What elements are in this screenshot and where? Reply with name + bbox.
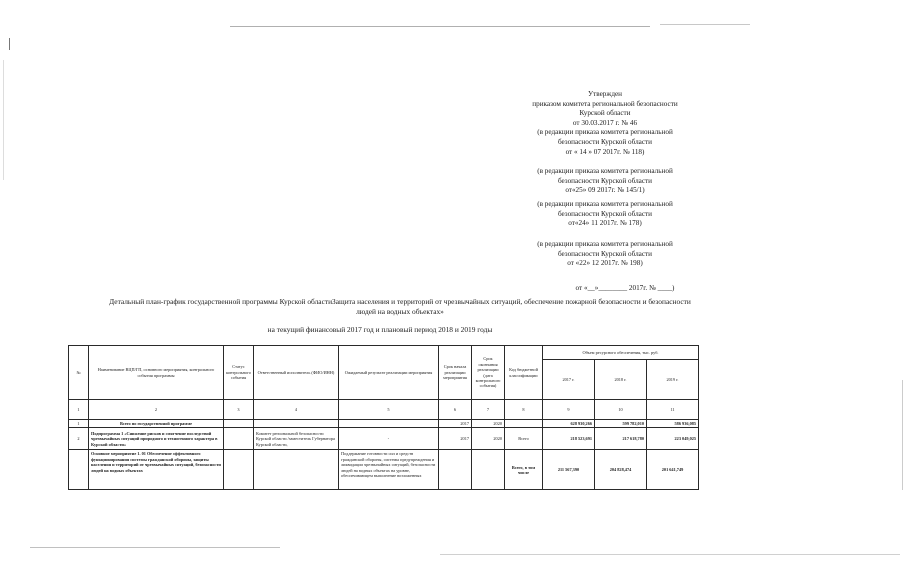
header-budget-code: Код бюджетной классификации	[505, 346, 543, 400]
row-value-2018: 599 782,010	[595, 420, 647, 428]
header-start: Срок начала реализации мероприятия	[439, 346, 472, 400]
row-value-2019: 201 641,749	[647, 450, 699, 490]
column-number: 6	[439, 400, 472, 420]
amendment-block	[470, 200, 740, 229]
amendment-line: (в редакции приказа комитета региональной	[537, 240, 673, 248]
row-status	[224, 450, 254, 490]
column-number: 2	[89, 400, 224, 420]
table-row	[69, 428, 699, 450]
scan-artifact-top-right	[660, 24, 750, 25]
approval-line: приказом комитета региональной безопасности	[532, 99, 678, 108]
column-number: 9	[543, 400, 595, 420]
column-number: 8	[505, 400, 543, 420]
column-number: 1	[69, 400, 89, 420]
table-row	[69, 420, 699, 428]
column-number: 5	[339, 400, 439, 420]
row-value-2017: 218 523,691	[543, 428, 595, 450]
document-subtitle: на текущий финансовый 2017 год и плановый период 2018 и 2019 годы	[267, 325, 493, 334]
amendment-line: безопасности Курской области	[557, 249, 653, 258]
row-value-2017: 628 930,266	[543, 420, 595, 428]
amendment-line: от«24» 11 2017г. № 178)	[568, 219, 642, 228]
column-number: 10	[595, 400, 647, 420]
header-executor: Ответственный исполнитель (ФИО/ИНН)	[254, 346, 339, 400]
row-value-2017: 211 567,390	[543, 450, 595, 490]
row-value-2019: 586 936,085	[647, 420, 699, 428]
header-name: Наименование ВЦП/ГП, основного мероприятия, контрольного события программы	[89, 346, 224, 400]
row-status	[224, 420, 254, 428]
table-row	[69, 450, 699, 490]
row-value-2018: 204 828,474	[595, 450, 647, 490]
approval-line: (в редакции приказа комитета региональной	[537, 128, 673, 137]
row-result	[339, 420, 439, 428]
row-start: 2017	[439, 428, 472, 450]
approval-line: от 30.03.2017 г. № 46	[572, 118, 638, 127]
scan-artifact-right-edge	[902, 380, 903, 490]
amendment-line: безопасности Курской области	[557, 176, 653, 185]
scan-artifact-bottom	[30, 547, 280, 548]
column-number: 3	[224, 400, 254, 420]
approval-line: Курской области	[579, 109, 631, 118]
row-name: Основное мероприятие 1. 01 Обеспечение эффективного функционирования системы гражданской обороны, защиты населения и территорий от чрезвычайных ситуаций, безопасности людей на водных объектах	[89, 450, 224, 490]
amendment-line: (в редакции приказа комитета региональной	[537, 200, 673, 208]
row-name: Подпрограмма 1 «Снижение рисков и смягчение последствий чрезвычайных ситуаций природного и техногенного характера в Курской области»	[89, 428, 224, 450]
title-line: людей на водных объектах»	[356, 307, 444, 316]
row-num	[69, 450, 89, 490]
row-result: -	[339, 428, 439, 450]
approval-line: безопасности Курской области	[557, 137, 653, 146]
column-number: 11	[647, 400, 699, 420]
header-status: Статус контрольного события	[224, 346, 254, 400]
row-value-2018: 217 618,780	[595, 428, 647, 450]
approval-line: от « 14 » 07 2017г. № 118)	[565, 147, 645, 156]
row-code: Всего, в том числе	[505, 450, 543, 490]
column-number: 7	[472, 400, 505, 420]
column-number-row	[69, 400, 699, 420]
table-header-row	[69, 346, 699, 360]
row-end: 2020	[472, 420, 505, 428]
scan-artifact-top	[230, 26, 650, 27]
header-year-2017: 2017 г.	[543, 360, 595, 400]
row-value-2019: 223 049,025	[647, 428, 699, 450]
row-code: Всего	[505, 428, 543, 450]
amendment-line: от«25» 09 2017г. № 145/1)	[565, 186, 645, 195]
scan-artifact-left-edge	[3, 60, 4, 180]
scan-artifact-left-mark	[9, 38, 10, 50]
row-executor	[254, 450, 339, 490]
approval-block	[470, 90, 740, 157]
amendment-block	[470, 240, 740, 269]
amendment-line: безопасности Курской области	[557, 209, 653, 218]
document-title	[55, 297, 745, 317]
amendment-line: (в редакции приказа комитета региональной	[537, 167, 673, 175]
header-result: Ожидаемый результат реализации мероприятия	[339, 346, 439, 400]
header-funding: Объем ресурсного обеспечения, тыс. руб.	[543, 346, 699, 360]
row-code	[505, 420, 543, 428]
column-number: 4	[254, 400, 339, 420]
header-end: Срок окончания реализации (дата контрольного события)	[472, 346, 505, 400]
row-start	[439, 450, 472, 490]
amendment-block	[470, 167, 740, 196]
approval-line: Утвержден	[587, 90, 623, 98]
amendment-line: от «22» 12 2017г. № 198)	[567, 259, 643, 268]
row-end	[472, 450, 505, 490]
header-num: №	[69, 346, 89, 400]
signature-date-line: от «__»________ 2017г. № ____)	[575, 284, 675, 292]
row-start: 2017	[439, 420, 472, 428]
header-year-2018: 2018 г.	[595, 360, 647, 400]
row-end: 2020	[472, 428, 505, 450]
header-year-2019: 2019 г.	[647, 360, 699, 400]
row-name: Всего по государственной программе	[89, 420, 224, 428]
row-executor: Комитет региональной безопасности Курской области /заместитель Губернатора Курской области,	[254, 428, 339, 450]
scan-artifact-bottom-right	[440, 554, 900, 555]
row-executor	[254, 420, 339, 428]
row-num: 2	[69, 428, 89, 450]
row-status	[224, 428, 254, 450]
plan-schedule-table	[68, 345, 699, 490]
row-result: Поддержание готовности сил и средств гражданской обороны, системы предупреждения и ликвидации чрезвычайных ситуаций, безопасности людей на водных объектах на уровне, обеспечивающем выполнение возложенных	[339, 450, 439, 490]
signature-line	[490, 284, 760, 294]
row-num: 1	[69, 420, 89, 428]
title-line: Детальный план-график государственной программы Курской областиЗащита населения и территорий от чрезвычайных ситуаций, обеспечение пожарной безопасности и безопасности	[109, 297, 691, 306]
